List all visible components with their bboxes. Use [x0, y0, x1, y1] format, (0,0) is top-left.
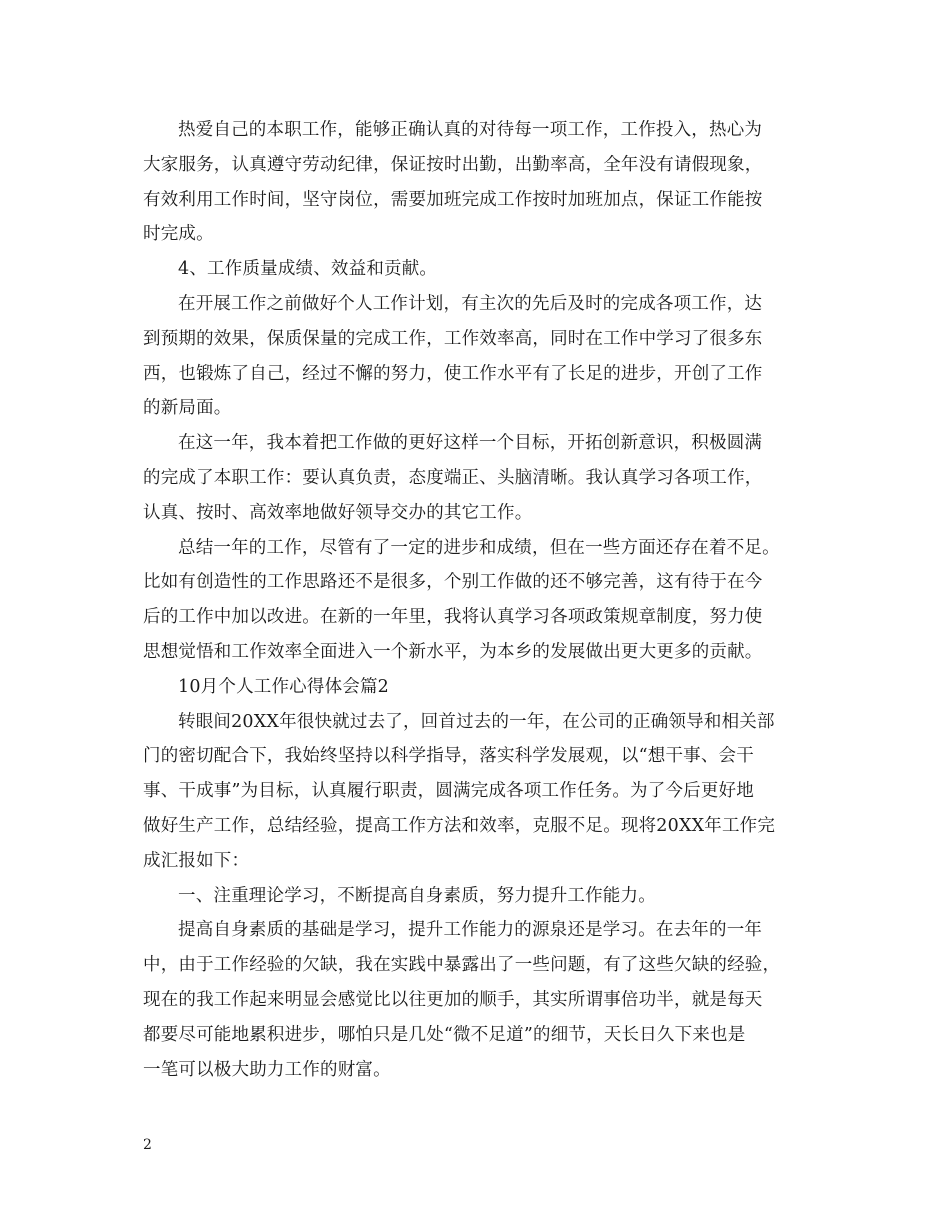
text-line: 到预期的效果，保质保量的完成工作，工作效率高，同时在工作中学习了很多东	[143, 328, 763, 349]
text-line: 提高自身素质的基础是学习，提升工作能力的源泉还是学习。在去年的一年	[178, 920, 763, 941]
section-heading: 一、注重理论学习，不断提高自身素质，努力提升工作能力。	[178, 885, 656, 906]
text-line: 大家服务，认真遵守劳动纪律，保证按时出勤，出勤率高，全年没有请假现象，	[143, 154, 763, 175]
document-body	[143, 113, 823, 1087]
text-line: 现在的我工作起来明显会感觉比以往更加的顺手，其实所谓事倍功半，就是每天	[143, 989, 763, 1010]
text-line: 都要尽可能地累积进步，哪怕只是几处“微不足道”的细节，天长日久下来也是	[143, 1024, 746, 1045]
page-number: 2	[143, 1137, 152, 1153]
text-line: 后的工作中加以改进。在新的一年里，我将认真学习各项政策规章制度，努力使	[143, 607, 763, 628]
text-line: 事、干成事”为目标，认真履行职责，圆满完成各项工作任务。为了今后更好地	[143, 781, 754, 802]
text-line: 中，由于工作经验的欠缺，我在实践中暴露出了一些问题，有了这些欠缺的经验，	[143, 955, 781, 976]
text-line: 有效利用工作时间，坚守岗位，需要加班完成工作按时加班加点，保证工作能按	[143, 189, 763, 210]
text-line: 认真、按时、高效率地做好领导交办的其它工作。	[143, 502, 533, 523]
text-line: 转眼间20XX年很快就过去了，回首过去的一年，在公司的正确领导和相关部	[178, 711, 775, 732]
text-line: 思想觉悟和工作效率全面进入一个新水平，为本乡的发展做出更大更多的贡献。	[143, 641, 763, 662]
text-line: 做好生产工作，总结经验，提高工作方法和效率，克服不足。现将20XX年工作完	[143, 815, 776, 836]
text-line: 一笔可以极大助力工作的财富。	[143, 1059, 391, 1080]
article-title: 10月个人工作心得体会篇2	[178, 676, 390, 697]
text-line: 时完成。	[143, 224, 214, 245]
text-line: 门的密切配合下，我始终坚持以科学指导，落实科学发展观，以“想干事、会干	[143, 746, 754, 767]
text-line: 热爱自己的本职工作，能够正确认真的对待每一项工作，工作投入，热心为	[178, 120, 763, 140]
text-line: 比如有创造性的工作思路还不是很多，个别工作做的还不够完善，这有待于在今	[143, 572, 763, 593]
text-line: 在这一年，我本着把工作做的更好这样一个目标，开拓创新意识，积极圆满	[178, 433, 763, 454]
text-line: 成汇报如下：	[143, 850, 250, 871]
section-heading: 4、工作质量成绩、效益和贡献。	[178, 259, 438, 280]
text-line: 的完成了本职工作：要认真负责，态度端正、头脑清晰。我认真学习各项工作，	[143, 467, 763, 488]
text-line: 西，也锻炼了自己，经过不懈的努力，使工作水平有了长足的进步，开创了工作	[143, 363, 763, 384]
text-line: 总结一年的工作，尽管有了一定的进步和成绩，但在一些方面还存在着不足。	[178, 537, 780, 558]
text-line: 在开展工作之前做好个人工作计划，有主次的先后及时的完成各项工作，达	[178, 293, 763, 314]
text-line: 的新局面。	[143, 398, 232, 419]
